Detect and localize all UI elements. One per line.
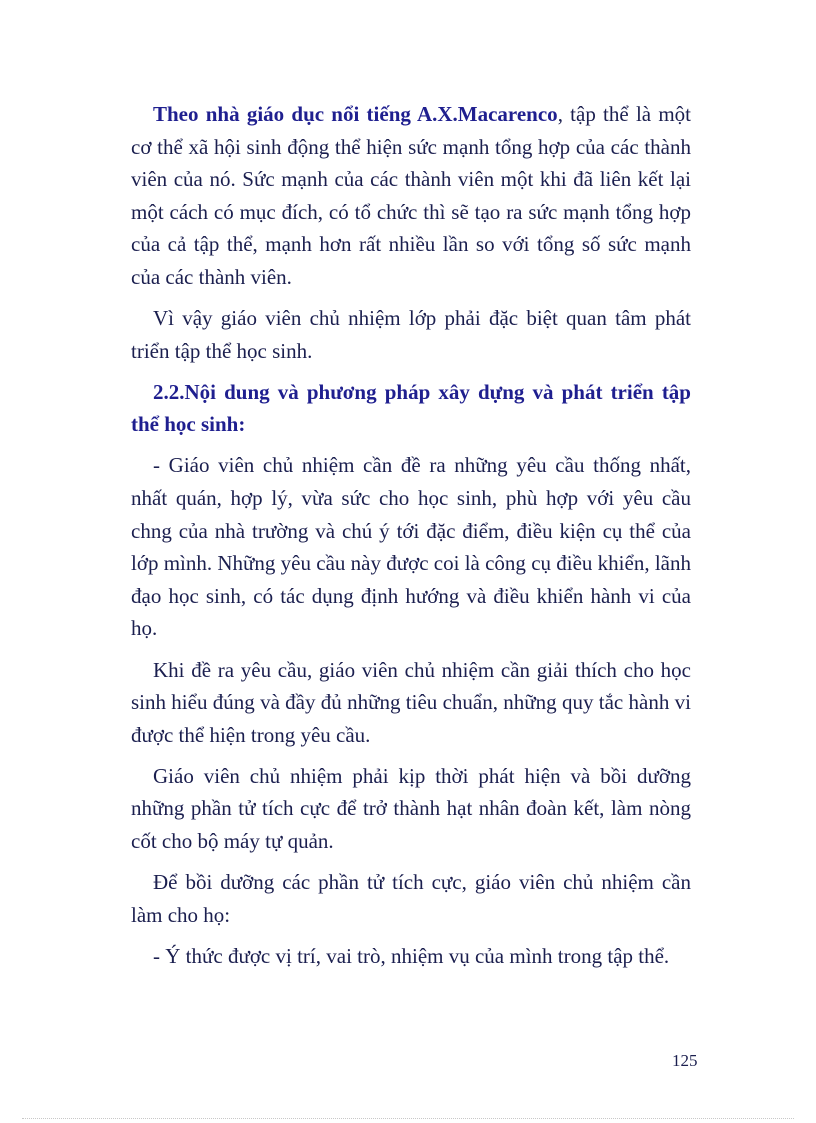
- author-reference: Theo nhà giáo dục nổi tiếng A.X.Macarenco: [153, 102, 558, 126]
- paragraph-4: Khi đề ra yêu cầu, giáo viên chủ nhiệm cần giải thích cho học sinh hiểu đúng và đầy đủ những tiêu chuẩn, những quy tắc hành vi được thể hiện trong yêu cầu.: [131, 657, 691, 747]
- paragraph-2: Vì vậy giáo viên chủ nhiệm lớp phải đặc biệt quan tâm phát triển tập thể học sinh.: [131, 306, 691, 363]
- page-number: 125: [672, 1051, 698, 1070]
- section-heading: 2.2.Nội dung và phương pháp xây dựng và phát triển tập thể học sinh:: [131, 379, 691, 437]
- paragraph-7: - Ý thức được vị trí, vai trò, nhiệm vụ của mình trong tập thể.: [153, 943, 670, 968]
- footer-divider: [22, 1118, 794, 1119]
- paragraph-1: [131, 98, 691, 294]
- paragraph-1-text: , tập thể là một cơ thể xã hội sinh động thể hiện sức mạnh tổng hợp của các thành viên của nó. Sức mạnh của các thành viên một khi đã liên kết lại một cách có mục đích, có tổ chức thì sẽ tạo ra sức mạnh tổng hợp của cả tập thể, mạnh hơn rất nhiều lần so với tổng số sức mạnh của các thành viên.: [131, 102, 691, 289]
- paragraph-6: Để bồi dưỡng các phần tử tích cực, giáo viên chủ nhiệm cần làm cho họ:: [131, 870, 691, 927]
- body-text: [131, 98, 691, 981]
- paragraph-5: Giáo viên chủ nhiệm phải kịp thời phát hiện và bồi dưỡng những phần tử tích cực để trở thành hạt nhân đoàn kết, làm nòng cốt cho bộ máy tự quản.: [131, 763, 691, 853]
- paragraph-3: - Giáo viên chủ nhiệm cần đề ra những yêu cầu thống nhất, nhất quán, hợp lý, vừa sức cho học sinh, phù hợp với yêu cầu chng của nhà trường và chú ý tới đặc điểm, điều kiện cụ thể của lớp mình. Những yêu cầu này được coi là công cụ điều khiển, lãnh đạo học sinh, có tác dụng định hướng và điều khiển hành vi của họ.: [131, 453, 691, 641]
